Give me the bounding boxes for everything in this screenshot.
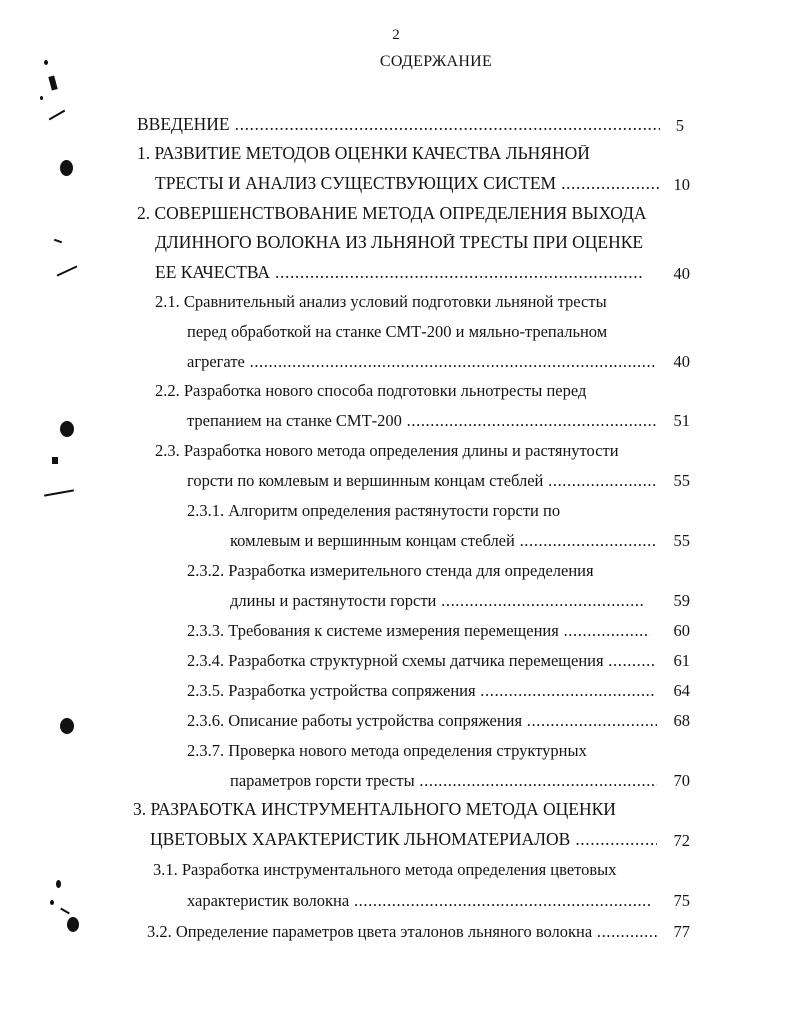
toc-entry-section-2-1-line-3: агрегате ..... (187, 354, 657, 371)
binding-hole-mark (60, 421, 74, 437)
scan-speck (48, 75, 57, 90)
toc-entry-section-3-2: 3.2. Определение параметров цвета эталонов льняного волокна ..... (147, 924, 657, 941)
scan-speck (57, 265, 78, 276)
scan-speck (60, 908, 70, 915)
toc-page-number: 40 (673, 264, 690, 283)
binding-hole-mark (67, 917, 79, 932)
page-number: 2 (392, 27, 400, 43)
toc-entry-chapter-2-line-2: ДЛИННОГО ВОЛОКНА ИЗ ЛЬНЯНОЙ ТРЕСТЫ ПРИ ОЦЕНКЕ (155, 234, 644, 252)
toc-entry-subsection-2-3-1-line-1: 2.3.1. Алгоритм определения растянутости горсти по (187, 503, 561, 520)
toc-entry-chapter-1-line-1: 1. РАЗВИТИЕ МЕТОДОВ ОЦЕНКИ КАЧЕСТВА ЛЬНЯНОЙ (137, 145, 590, 163)
toc-page-number: 72 (673, 831, 690, 850)
toc-page-number: 68 (673, 711, 690, 730)
toc-entry-subsection-2-3-1-line-2: комлевым и вершинным концам стеблей ..... (230, 533, 657, 550)
toc-entry-section-3-1-line-2: характеристик волокна ..... (187, 893, 650, 910)
toc-entry-section-2-1-line-2: перед обработкой на станке СМТ-200 и мяльно-трепальном (187, 324, 608, 341)
scan-speck (40, 96, 43, 100)
binding-hole-mark (60, 160, 73, 176)
toc-entry-section-2-2-line-2: трепанием на станке СМТ-200 ..... (187, 413, 657, 430)
toc-entry-subsection-2-3-2-line-1: 2.3.2. Разработка измерительного стенда для определения (187, 563, 594, 580)
toc-entry-section-2-1-line-1: 2.1. Сравнительный анализ условий подготовки льняной тресты (155, 294, 607, 311)
toc-page-number: 51 (673, 411, 690, 430)
toc-entry-chapter-2-line-1: 2. СОВЕРШЕНСТВОВАНИЕ МЕТОДА ОПРЕДЕЛЕНИЯ ВЫХОДА (137, 205, 647, 223)
toc-entry-subsection-2-3-5: 2.3.5. Разработка устройства сопряжения ..... (187, 683, 654, 700)
toc-entry-introduction: ВВЕДЕНИЕ ..... (137, 116, 660, 134)
scan-speck (54, 239, 62, 244)
toc-entry-chapter-3-line-1: 3. РАЗРАБОТКА ИНСТРУМЕНТАЛЬНОГО МЕТОДА ОЦЕНКИ (133, 801, 616, 819)
scan-speck (44, 60, 48, 65)
toc-page-number: 70 (673, 771, 690, 790)
toc-entry-subsection-2-3-7-line-2: параметров горсти тресты ..... (230, 773, 657, 790)
toc-entry-chapter-1-line-2: ТРЕСТЫ И АНАЛИЗ СУЩЕСТВУЮЩИХ СИСТЕМ ..... (155, 175, 659, 193)
toc-page-number: 77 (673, 922, 690, 941)
scan-speck (49, 110, 66, 121)
toc-entry-section-2-3-line-2: горсти по комлевым и вершинным концам стеблей ..... (187, 473, 657, 490)
toc-page-number: 55 (673, 531, 690, 550)
toc-page-number: 64 (673, 681, 690, 700)
toc-entry-section-2-2-line-1: 2.2. Разработка нового способа подготовки льнотресты перед (155, 383, 587, 400)
toc-entry-subsection-2-3-2-line-2: длины и растянутости горсти ..... (230, 593, 644, 610)
toc-page-number: 61 (673, 651, 690, 670)
toc-entry-chapter-2-line-3: ЕЕ КАЧЕСТВА ..... (155, 264, 643, 282)
toc-entry-chapter-3-line-2: ЦВЕТОВЫХ ХАРАКТЕРИСТИК ЛЬНОМАТЕРИАЛОВ ..... (150, 831, 657, 849)
page-title: СОДЕРЖАНИЕ (379, 53, 493, 70)
toc-page-number: 59 (673, 591, 690, 610)
toc-entry-subsection-2-3-3: 2.3.3. Требования к системе измерения перемещения ..... (187, 623, 650, 640)
toc-page-number: 10 (673, 175, 690, 194)
toc-page-number: 75 (673, 891, 690, 910)
binding-hole-mark (60, 718, 74, 734)
toc-entry-subsection-2-3-6: 2.3.6. Описание работы устройства сопряжения ..... (187, 713, 657, 730)
toc-entry-section-3-1-line-1: 3.1. Разработка инструментального метода определения цветовых (153, 862, 617, 879)
toc-page-number: 40 (673, 352, 690, 371)
scan-speck (50, 900, 54, 905)
toc-page-number: 60 (673, 621, 690, 640)
toc-entry-subsection-2-3-4: 2.3.4. Разработка структурной схемы датчика перемещения ..... (187, 653, 654, 670)
scan-speck (56, 880, 61, 888)
toc-page-number: 5 (675, 116, 684, 135)
toc-page-number: 55 (673, 471, 690, 490)
toc-entry-section-2-3-line-1: 2.3. Разработка нового метода определения длины и растянутости (155, 443, 619, 460)
toc-entry-subsection-2-3-7-line-1: 2.3.7. Проверка нового метода определения структурных (187, 743, 587, 760)
scan-speck (44, 489, 74, 496)
scan-speck (52, 457, 58, 464)
